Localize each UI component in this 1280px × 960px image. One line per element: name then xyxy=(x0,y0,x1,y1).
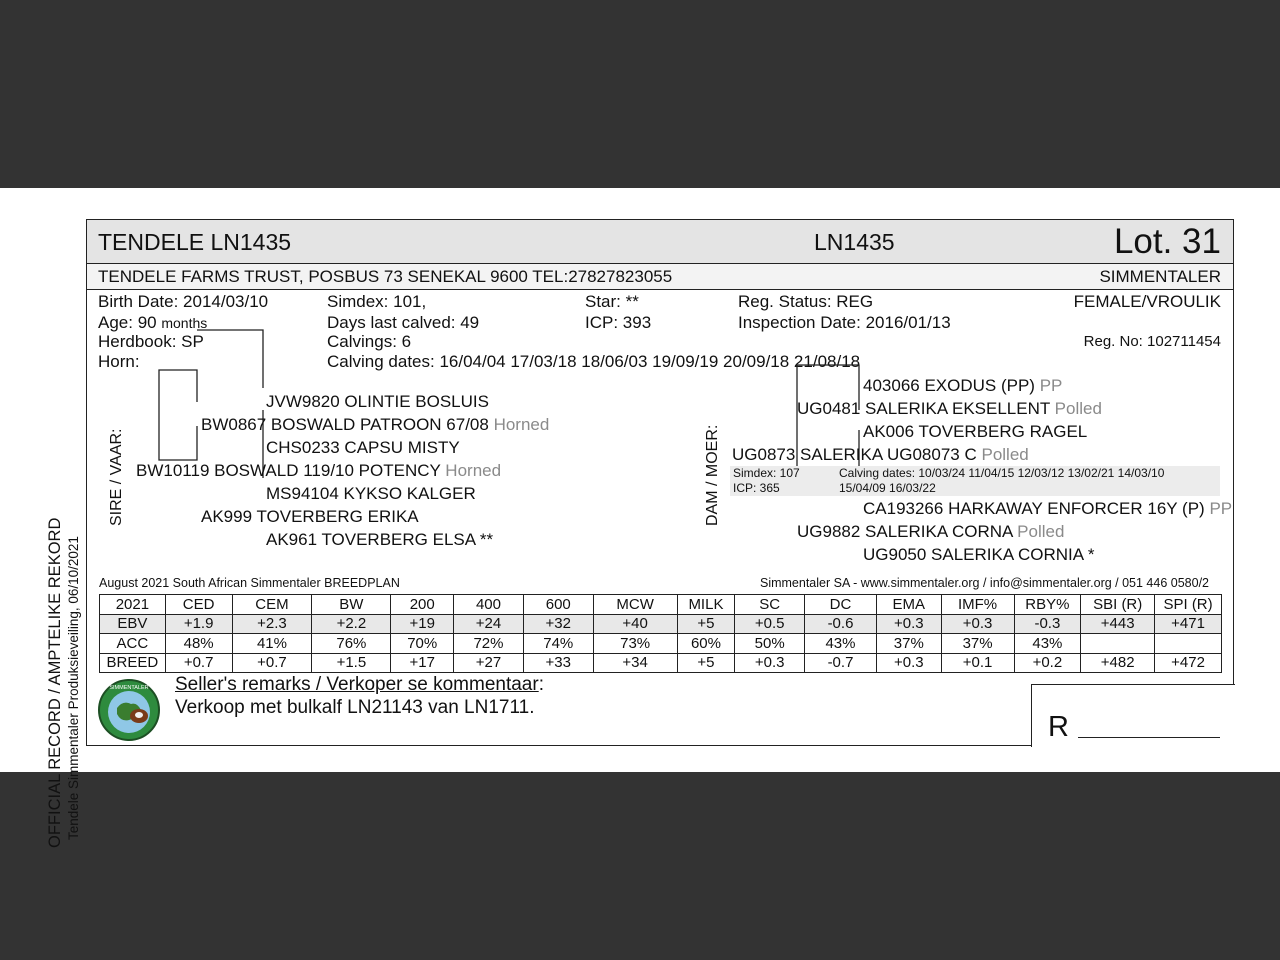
sire-sire xyxy=(201,415,549,435)
sale-name-label: Tendele Simmentaler Produksieveiling, 06/10/2021 xyxy=(66,536,81,840)
ebv-header-cell: EMA xyxy=(876,595,941,615)
age-value: Age: 90 xyxy=(98,313,157,332)
sire xyxy=(136,461,501,481)
ebv-cell: 43% xyxy=(805,634,877,654)
ebv-cell: +2.3 xyxy=(232,614,312,634)
ebv-cell: -0.7 xyxy=(805,653,877,673)
remarks-title: Seller's remarks / Verkoper se kommentaar xyxy=(175,674,539,695)
ebv-header-cell: SPI (R) xyxy=(1155,595,1222,615)
ebv-cell: 37% xyxy=(876,634,941,654)
ebv-header-cell: 400 xyxy=(454,595,524,615)
animal-name: TENDELE LN1435 xyxy=(98,229,292,255)
inspection-date: Inspection Date: 2016/01/13 xyxy=(738,313,951,332)
ebv-header-cell: RBY% xyxy=(1014,595,1081,615)
ebv-cell: -0.3 xyxy=(1014,614,1081,634)
ebv-row xyxy=(100,653,1222,673)
ebv-header-cell: BW xyxy=(312,595,391,615)
simdex: Simdex: 101, xyxy=(327,292,427,311)
ebv-cell: -0.6 xyxy=(805,614,877,634)
dam-dam-sire-horn: PP xyxy=(1209,499,1233,518)
birth-date: Birth Date: 2014/03/10 xyxy=(98,292,269,311)
dam-calving-dates: Calving dates: 10/03/24 11/04/15 12/03/12 13/02/21 14/03/10 xyxy=(839,466,1165,480)
dam-icp: ICP: 365 xyxy=(733,481,780,495)
dam-sire-horn: Polled xyxy=(1054,399,1102,418)
ebv-cell: +32 xyxy=(523,614,593,634)
ebv-cell: 72% xyxy=(454,634,524,654)
ebv-cell xyxy=(1155,634,1222,654)
dam-name: UG0873 SALERIKA UG08073 C xyxy=(732,445,977,464)
dam xyxy=(732,445,1029,465)
ebv-cell xyxy=(1081,634,1155,654)
remarks-title-row xyxy=(175,674,544,696)
dam-horn: Polled xyxy=(981,445,1029,464)
ebv-header-cell: IMF% xyxy=(941,595,1014,615)
sire-sire-horn: Horned xyxy=(493,415,550,434)
ebv-cell: +5 xyxy=(677,653,735,673)
breedplan-caption: August 2021 South African Simmentaler BREEDPLAN xyxy=(99,576,400,590)
ebv-header-cell: MCW xyxy=(593,595,677,615)
official-record-label: OFFICIAL RECORD / AMPTELIKE REKORD xyxy=(46,517,64,848)
ebv-header-cell: 600 xyxy=(523,595,593,615)
days-last-calved: Days last calved: 49 xyxy=(327,313,480,332)
ebv-header-cell: DC xyxy=(805,595,877,615)
record-page xyxy=(0,188,1280,848)
price-box xyxy=(1031,684,1235,747)
remarks-text: Verkoop met bulkalf LN21143 van LN1711. xyxy=(175,697,535,718)
ebv-cell: +1.5 xyxy=(312,653,391,673)
ebv-cell: BREED xyxy=(100,653,166,673)
sire-label: SIRE / VAAR: xyxy=(108,428,125,526)
dam-dam-horn: Polled xyxy=(1017,522,1065,541)
ebv-cell: +5 xyxy=(677,614,735,634)
ebv-header-cell: 200 xyxy=(391,595,454,615)
dam-sire-sire-horn: PP xyxy=(1039,376,1063,395)
dam-calving-dates-2: 15/04/09 16/03/22 xyxy=(839,481,936,495)
ebv-cell: +0.3 xyxy=(876,653,941,673)
ebv-header-cell: SBI (R) xyxy=(1081,595,1155,615)
ebv-table xyxy=(99,594,1222,673)
ebv-cell: ACC xyxy=(100,634,166,654)
ebv-cell: +40 xyxy=(593,614,677,634)
calvings: Calvings: 6 xyxy=(327,332,412,351)
sire-name: BW10119 BOSWALD 119/10 POTENCY xyxy=(136,461,441,480)
logo-text: SIMMENTALER xyxy=(109,685,149,691)
ebv-cell: +0.3 xyxy=(876,614,941,634)
ebv-header-cell: 2021 xyxy=(100,595,166,615)
ebv-cell: 70% xyxy=(391,634,454,654)
simmentaler-logo xyxy=(97,678,161,742)
ebv-cell: 50% xyxy=(735,634,805,654)
calving-dates: Calving dates: 16/04/04 17/03/18 18/06/03 19/09/19 20/09/18 21/08/18 xyxy=(327,352,861,371)
sire-sire-sire: JVW9820 OLINTIE BOSLUIS xyxy=(266,392,489,411)
ebv-cell: +1.9 xyxy=(165,614,232,634)
ebv-cell: 60% xyxy=(677,634,735,654)
owner-address: TENDELE FARMS TRUST, POSBUS 73 SENEKAL 9600 TEL:27827823055 xyxy=(98,267,673,286)
ebv-cell: +0.1 xyxy=(941,653,1014,673)
dam-simdex: Simdex: 107 xyxy=(733,466,800,480)
price-prefix: R xyxy=(1048,711,1069,743)
reg-status: Reg. Status: REG xyxy=(738,292,874,311)
ebv-cell: 48% xyxy=(165,634,232,654)
ebv-cell: +443 xyxy=(1081,614,1155,634)
sire-sire-name: BW0867 BOSWALD PATROON 67/08 xyxy=(201,415,489,434)
sire-dam-dam: AK961 TOVERBERG ELSA ** xyxy=(266,530,494,549)
ebv-cell: +471 xyxy=(1155,614,1222,634)
dam-sire-sire xyxy=(863,376,1062,396)
ebv-header-cell: MILK xyxy=(677,595,735,615)
sex: FEMALE/VROULIK xyxy=(1073,292,1221,311)
ebv-cell: +17 xyxy=(391,653,454,673)
dam-sire-dam: AK006 TOVERBERG RAGEL xyxy=(863,422,1088,441)
star-rating: Star: ** xyxy=(585,292,639,311)
dam-dam-sire-name: CA193266 HARKAWAY ENFORCER 16Y (P) xyxy=(863,499,1205,518)
herdbook: Herdbook: SP xyxy=(98,332,204,351)
dam-dam-name: UG9882 SALERIKA CORNA xyxy=(797,522,1013,541)
dam-sire-sire-name: 403066 EXODUS (PP) xyxy=(863,376,1035,395)
ebv-cell: +0.7 xyxy=(165,653,232,673)
ebv-cell: 37% xyxy=(941,634,1014,654)
ebv-cell: 76% xyxy=(312,634,391,654)
animal-id: LN1435 xyxy=(814,229,895,255)
dam-dam xyxy=(797,522,1064,542)
ebv-cell: 41% xyxy=(232,634,312,654)
reg-number: Reg. No: 102711454 xyxy=(1083,333,1221,350)
ebv-cell: +482 xyxy=(1081,653,1155,673)
sire-dam: AK999 TOVERBERG ERIKA xyxy=(201,507,419,526)
icp: ICP: 393 xyxy=(585,313,652,332)
ebv-cell: +0.3 xyxy=(735,653,805,673)
ebv-row xyxy=(100,614,1222,634)
price-field[interactable] xyxy=(1078,737,1220,738)
dam-dam-sire xyxy=(863,499,1232,519)
ebv-cell: +24 xyxy=(454,614,524,634)
lot-card xyxy=(86,219,1234,746)
ebv-cell: +2.2 xyxy=(312,614,391,634)
age-unit: months xyxy=(161,315,208,331)
ebv-cell: +27 xyxy=(454,653,524,673)
ebv-cell: +0.2 xyxy=(1014,653,1081,673)
remarks-colon: : xyxy=(538,674,544,695)
ebv-cell: 43% xyxy=(1014,634,1081,654)
ebv-cell: 73% xyxy=(593,634,677,654)
dam-sire xyxy=(797,399,1102,419)
ebv-cell: +0.7 xyxy=(232,653,312,673)
ebv-cell: 74% xyxy=(523,634,593,654)
ebv-row xyxy=(100,634,1222,654)
ebv-cell: +19 xyxy=(391,614,454,634)
ebv-cell: +0.3 xyxy=(941,614,1014,634)
dam-dam-dam: UG9050 SALERIKA CORNIA * xyxy=(863,545,1095,564)
horn: Horn: xyxy=(98,352,140,371)
ebv-cell: +34 xyxy=(593,653,677,673)
sire-horn: Horned xyxy=(445,461,502,480)
ebv-header-cell: SC xyxy=(735,595,805,615)
lot-number: Lot. 31 xyxy=(1113,222,1221,261)
ebv-cell: +0.5 xyxy=(735,614,805,634)
dam-sire-name: UG0481 SALERIKA EKSELLENT xyxy=(797,399,1050,418)
ebv-cell: EBV xyxy=(100,614,166,634)
sire-sire-dam: CHS0233 CAPSU MISTY xyxy=(266,438,460,457)
sire-dam-sire: MS94104 KYKSO KALGER xyxy=(266,484,476,503)
ebv-cell: +33 xyxy=(523,653,593,673)
dam-label: DAM / MOER: xyxy=(704,424,721,526)
ebv-header-row xyxy=(100,595,1222,615)
breed-name: SIMMENTALER xyxy=(1099,267,1221,286)
ebv-header-cell: CED xyxy=(165,595,232,615)
ebv-cell: +472 xyxy=(1155,653,1222,673)
ebv-header-cell: CEM xyxy=(232,595,312,615)
contact-caption: Simmentaler SA - www.simmentaler.org / info@simmentaler.org / 051 446 0580/2 xyxy=(759,576,1209,590)
